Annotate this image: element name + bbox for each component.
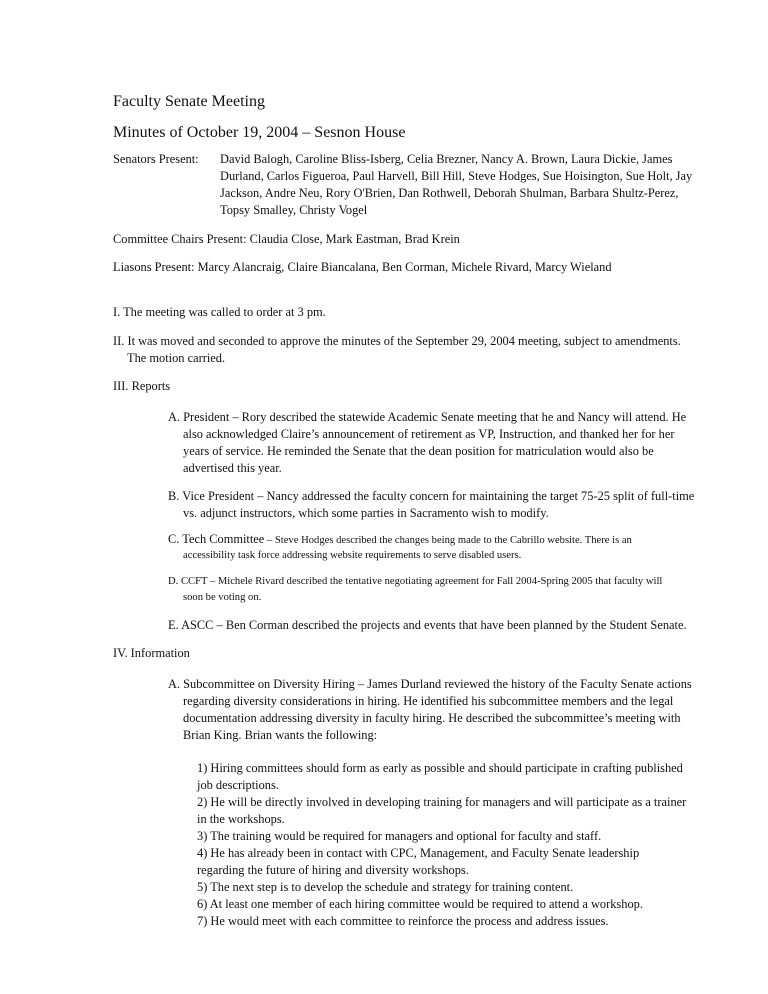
list-item: 2) He will be directly involved in developing training for managers and will participate as a trainer <box>197 795 687 809</box>
item-minutes-approval-continued: The motion carried. <box>127 351 226 365</box>
page-subtitle: Minutes of October 19, 2004 – Sesnon House <box>113 124 406 141</box>
info-diversity-hiring: A. Subcommittee on Diversity Hiring – James Durland reviewed the history of the Faculty Senate actions <box>168 677 692 691</box>
report-president: years of service. He reminded the Senate that the dean position for matriculation would also be <box>183 444 654 458</box>
list-item: 3) The training would be required for managers and optional for faculty and staff. <box>197 829 602 843</box>
info-diversity-hiring: documentation addressing diversity in faculty hiring. He described the subcommittee’s meeting with <box>183 711 681 725</box>
senators-line: Jackson, Andre Neu, Rory O'Brien, Dan Rothwell, Deborah Shulman, Barbara Shultz-Perez, <box>220 186 679 200</box>
information-heading: IV. Information <box>113 646 190 660</box>
list-item: job descriptions. <box>197 778 279 792</box>
report-ascc: E. ASCC – Ben Corman described the projects and events that have been planned by the Student Senate. <box>168 618 687 632</box>
page-title: Faculty Senate Meeting <box>113 93 265 110</box>
report-president: A. President – Rory described the statewide Academic Senate meeting that he and Nancy will attend. He <box>168 410 687 424</box>
report-tech-committee-text: – Steve Hodges described the changes being made to the Cabrillo website. There is an <box>264 535 632 546</box>
report-tech-committee <box>168 532 632 548</box>
report-president: also acknowledged Claire’s announcement of retirement as VP, Instruction, and thanked her for her <box>183 427 675 441</box>
info-diversity-hiring: regarding diversity considerations in hiring. He identified his subcommittee members and the legal <box>183 694 674 708</box>
item-call-to-order: I. The meeting was called to order at 3 pm. <box>113 305 326 319</box>
report-vice-president: vs. adjunct instructors, which some parties in Sacramento wish to modify. <box>183 506 549 520</box>
reports-heading: III. Reports <box>113 379 171 393</box>
liaisons-present: Liasons Present: Marcy Alancraig, Claire Biancalana, Ben Corman, Michele Rivard, Marcy Wieland <box>113 260 612 274</box>
item-minutes-approval: II. It was moved and seconded to approve the minutes of the September 29, 2004 meeting, subject to amendments. <box>113 334 681 348</box>
senators-line: David Balogh, Caroline Bliss-Isberg, Celia Brezner, Nancy A. Brown, Laura Dickie, James <box>220 152 673 166</box>
list-item: 5) The next step is to develop the schedule and strategy for training content. <box>197 880 574 894</box>
report-ccft: soon be voting on. <box>183 592 262 603</box>
list-item: regarding the future of hiring and diversity workshops. <box>197 863 469 877</box>
senators-label: Senators Present: <box>113 152 199 166</box>
list-item: in the workshops. <box>197 812 285 826</box>
senators-line: Durland, Carlos Figueroa, Paul Harvell, Bill Hill, Steve Hodges, Sue Hoisington, Sue Holt, Jay <box>220 169 693 183</box>
list-item: 1) Hiring committees should form as early as possible and should participate in crafting published <box>197 761 683 775</box>
info-diversity-hiring: Brian King. Brian wants the following: <box>183 728 378 742</box>
committee-chairs-present: Committee Chairs Present: Claudia Close, Mark Eastman, Brad Krein <box>113 232 460 246</box>
report-ccft: D. CCFT – Michele Rivard described the tentative negotiating agreement for Fall 2004-Spring 2005 that faculty will <box>168 576 663 587</box>
senators-line: Topsy Smalley, Christy Vogel <box>220 203 368 217</box>
report-tech-committee-lead: C. Tech Committee <box>168 532 265 546</box>
list-item: 6) At least one member of each hiring committee would be required to attend a workshop. <box>197 897 643 911</box>
list-item: 4) He has already been in contact with CPC, Management, and Faculty Senate leadership <box>197 846 640 860</box>
report-president: advertised this year. <box>183 461 282 475</box>
list-item: 7) He would meet with each committee to reinforce the process and address issues. <box>197 914 609 928</box>
report-tech-committee: accessibility task force addressing website requirements to serve disabled users. <box>183 550 522 561</box>
report-vice-president: B. Vice President – Nancy addressed the faculty concern for maintaining the target 75-25 split of full-time <box>168 489 695 503</box>
